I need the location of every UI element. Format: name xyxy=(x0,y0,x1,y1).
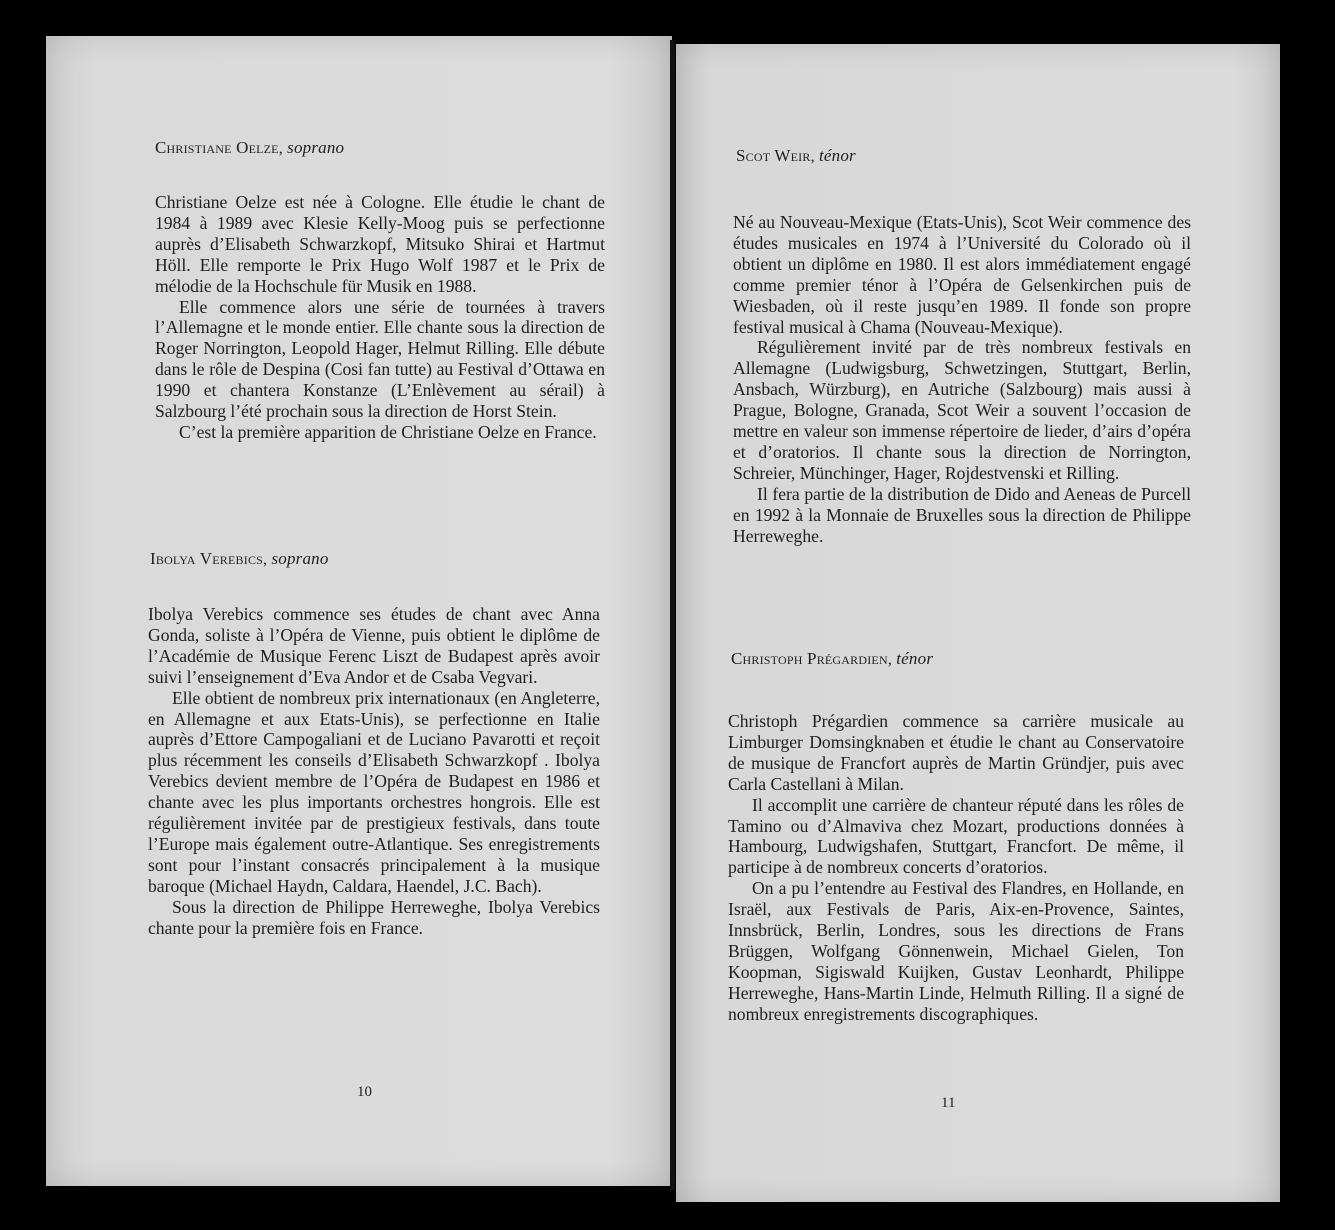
page-number: 10 xyxy=(357,1084,372,1100)
bio-section xyxy=(150,549,600,569)
bio-name: Ibolya Verebics xyxy=(150,549,264,568)
page-number: 11 xyxy=(941,1095,956,1111)
bio-section xyxy=(155,138,605,158)
bio-paragraph: Christiane Oelze est née à Cologne. Elle étudie le chant de 1984 à 1989 avec Klesie Kelly-Moog puis se perfectionne auprès d’Elisabeth Schwarzkopf, Mitsuko Shirai et Hartmut Höll. Elle remporte le Prix Hugo Wolf 1987 et le Prix de mélodie de la Hochschule für Musik en 1988. xyxy=(155,192,605,296)
bio-body xyxy=(728,711,1184,1025)
bio-name: Christoph Prégardien xyxy=(731,649,888,668)
bio-role: soprano xyxy=(271,549,329,568)
bio-role: ténor xyxy=(896,649,934,668)
bio-heading: Scot Weir, ténor xyxy=(736,146,856,165)
bio-paragraph: Elle commence alors une série de tournées à travers l’Allemagne et le monde entier. Elle chante sous la direction de Roger Norrington, Leopold Hager, Helmut Rilling. Elle débute dans le rôle de Despina (Cosi fan tutte) au Festival d’Ottawa en 1990 et chantera Konstanze (L’Enlèvement au sérail) à Salzbourg l’été prochain sous la direction de Horst Stein. xyxy=(155,296,605,422)
bio-body xyxy=(733,212,1191,547)
bio-section xyxy=(736,146,1186,166)
bio-section xyxy=(731,649,1181,669)
bio-paragraph: Il fera partie de la distribution de Dido and Aeneas de Purcell en 1992 à la Monnaie de Bruxelles sous la direction de Philippe Herreweghe. xyxy=(733,483,1191,546)
bio-paragraph: On a pu l’entendre au Festival des Flandres, en Hollande, en Israël, aux Festivals de Paris, Aix-en-Provence, Saintes, Innsbrück, Berlin, Londres, sous les directions de Frans Brüggen, Wolfgang Gönnenwein, Michael Gielen, Ton Koopman, Sigiswald Kuijken, Gustav Leonhardt, Philippe Herreweghe, Hans-Martin Linde, Helmuth Rilling. Il a signé de nombreux enregistrements discographiques. xyxy=(728,878,1184,1024)
bio-name: Scot Weir xyxy=(736,146,811,165)
bio-role: ténor xyxy=(818,146,856,165)
bio-body xyxy=(148,604,600,939)
bio-paragraph: Né au Nouveau-Mexique (Etats-Unis), Scot Weir commence des études musicales en 1974 à l’Université du Colorado où il obtient un diplôme en 1980. Il est alors immédiatement engagé comme premier ténor à l’Opéra de Gelsenkirchen puis de Wiesbaden, où il reste jusqu’en 1989. Il fonde son propre festival musical à Chama (Nouveau-Mexique). xyxy=(733,212,1191,337)
bio-paragraph: Christoph Prégardien commence sa carrière musicale au Limburger Domsingknaben et étudie le chant au Conservatoire de musique de Francfort auprès de Martin Gründjer, puis avec Carla Castellani à Milan. xyxy=(728,711,1184,794)
bio-paragraph: Ibolya Verebics commence ses études de chant avec Anna Gonda, soliste à l’Opéra de Vienne, puis obtient le diplôme de l’Académie de Musique Ferenc Liszt de Budapest après avoir suivi l’enseignement d’Eva Andor et de Csaba Vegvari. xyxy=(148,604,600,687)
bio-paragraph: Régulièrement invité par de très nombreux festivals en Allemagne (Ludwigsburg, Schwetzingen, Stuttgart, Berlin, Ansbach, Würzburg), en Autriche (Salzbourg) mais aussi à Prague, Bologne, Granada, Scot Weir a souvent l’occasion de mettre en valeur son immense répertoire de lieder, d’airs d’opéra et d’oratorios. Il chante sous la direction de Norrington, Schreier, Münchinger, Hager, Rojdestvenski et Rilling. xyxy=(733,337,1191,483)
center-fold xyxy=(670,40,675,1190)
bio-body xyxy=(155,192,605,443)
bio-paragraph: Il accomplit une carrière de chanteur réputé dans les rôles de Tamino ou d’Almaviva chez Mozart, productions données à Hambourg, Ludwigshafen, Stuttgart, Francfort. De même, il participe à de nombreux concerts d’oratorios. xyxy=(728,794,1184,878)
bio-paragraph: Elle obtient de nombreux prix internationaux (en Angleterre, en Allemagne et aux Etats-Unis), se perfectionne en Italie auprès d’Ettore Campogaliani et de Luciano Pavarotti et reçoit plus récemment les conseils d’Elisabeth Schwarzkopf . Ibolya Verebics devient membre de l’Opéra de Budapest en 1986 et chante avec les plus importants orchestres hongrois. Elle est régulièrement invitée par de prestigieux festivals, dans toute l’Europe mais également outre-Atlantique. Ses enregistrements sont pour l’instant consacrés principalement à la musique baroque (Michael Haydn, Caldara, Haendel, J.C. Bach). xyxy=(148,687,600,896)
bio-heading: Christoph Prégardien, ténor xyxy=(731,649,934,668)
bio-heading: Ibolya Verebics, soprano xyxy=(150,549,329,568)
bio-role: soprano xyxy=(287,138,345,157)
bio-paragraph: C’est la première apparition de Christiane Oelze en France. xyxy=(179,421,597,442)
bio-paragraph: Sous la direction de Philippe Herreweghe, Ibolya Verebics chante pour la première fois en France. xyxy=(148,896,600,938)
bio-name: Christiane Oelze xyxy=(155,138,279,157)
bio-heading: Christiane Oelze, soprano xyxy=(155,138,345,157)
